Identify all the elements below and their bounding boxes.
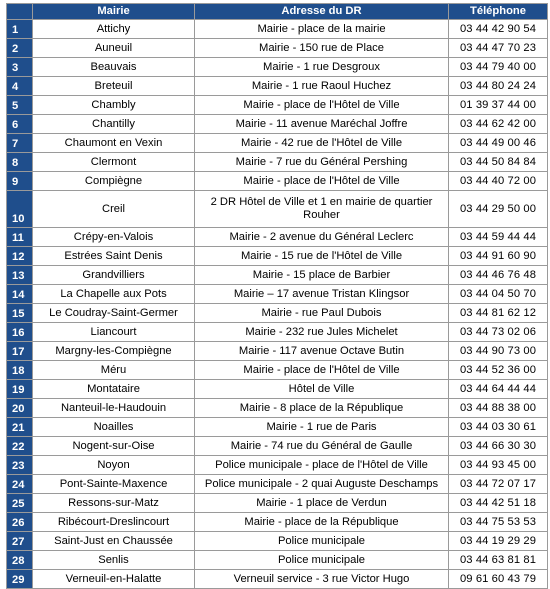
row-number: 2 [7, 39, 33, 58]
table-row [7, 191, 548, 228]
telephone-cell: 03 44 42 90 54 [449, 20, 548, 39]
mairie-cell: Le Coudray-Saint-Germer [33, 304, 195, 323]
mairie-cell: Méru [33, 361, 195, 380]
adresse-cell: Mairie - rue Paul Dubois [195, 304, 449, 323]
adresse-cell: Police municipale - 2 quai Auguste Deschamps [195, 475, 449, 494]
table-row [7, 570, 548, 589]
telephone-cell: 03 44 63 81 81 [449, 551, 548, 570]
table-row [7, 437, 548, 456]
adresse-cell: Mairie - 150 rue de Place [195, 39, 449, 58]
telephone-cell: 03 44 50 84 84 [449, 153, 548, 172]
telephone-cell: 03 44 40 72 00 [449, 172, 548, 191]
row-number: 6 [7, 115, 33, 134]
telephone-cell: 03 44 91 60 90 [449, 247, 548, 266]
table-row [7, 20, 548, 39]
telephone-cell: 03 44 19 29 29 [449, 532, 548, 551]
row-number: 26 [7, 513, 33, 532]
telephone-cell: 03 44 73 02 06 [449, 323, 548, 342]
telephone-cell: 03 44 42 51 18 [449, 494, 548, 513]
row-number: 21 [7, 418, 33, 437]
telephone-cell: 03 44 46 76 48 [449, 266, 548, 285]
mairie-cell: Compiègne [33, 172, 195, 191]
mairie-cell: Estrées Saint Denis [33, 247, 195, 266]
dr-locations-table [6, 3, 548, 589]
table-row [7, 39, 548, 58]
adresse-cell: Mairie - 1 rue de Paris [195, 418, 449, 437]
mairie-cell: Senlis [33, 551, 195, 570]
adresse-cell: Police municipale - place de l'Hôtel de Ville [195, 456, 449, 475]
header-row [7, 4, 548, 20]
mairie-cell: Breteuil [33, 77, 195, 96]
telephone-cell: 03 44 52 36 00 [449, 361, 548, 380]
table-row [7, 475, 548, 494]
table-body [7, 20, 548, 589]
telephone-cell: 09 61 60 43 79 [449, 570, 548, 589]
table-row [7, 304, 548, 323]
mairie-cell: Creil [33, 191, 195, 228]
telephone-cell: 03 44 88 38 00 [449, 399, 548, 418]
row-number: 10 [7, 191, 33, 228]
mairie-cell: Crépy-en-Valois [33, 228, 195, 247]
header-number [7, 4, 33, 20]
telephone-cell: 03 44 59 44 44 [449, 228, 548, 247]
telephone-cell: 03 44 75 53 53 [449, 513, 548, 532]
mairie-cell: Beauvais [33, 58, 195, 77]
table-row [7, 228, 548, 247]
telephone-cell: 03 44 66 30 30 [449, 437, 548, 456]
adresse-cell: Mairie - 2 avenue du Général Leclerc [195, 228, 449, 247]
row-number: 23 [7, 456, 33, 475]
adresse-cell: Mairie - 74 rue du Général de Gaulle [195, 437, 449, 456]
row-number: 17 [7, 342, 33, 361]
adresse-cell: Mairie - 117 avenue Octave Butin [195, 342, 449, 361]
adresse-cell: 2 DR Hôtel de Ville et 1 en mairie de quartier Rouher [195, 191, 449, 228]
mairie-cell: Chantilly [33, 115, 195, 134]
header-adresse: Adresse du DR [195, 4, 449, 20]
telephone-cell: 03 44 49 00 46 [449, 134, 548, 153]
telephone-cell: 03 44 90 73 00 [449, 342, 548, 361]
mairie-cell: Auneuil [33, 39, 195, 58]
mairie-cell: La Chapelle aux Pots [33, 285, 195, 304]
adresse-cell: Police municipale [195, 551, 449, 570]
adresse-cell: Mairie - place de l'Hôtel de Ville [195, 96, 449, 115]
row-number: 8 [7, 153, 33, 172]
row-number: 14 [7, 285, 33, 304]
row-number: 5 [7, 96, 33, 115]
mairie-cell: Noailles [33, 418, 195, 437]
row-number: 22 [7, 437, 33, 456]
telephone-cell: 03 44 80 24 24 [449, 77, 548, 96]
mairie-cell: Attichy [33, 20, 195, 39]
telephone-cell: 03 44 47 70 23 [449, 39, 548, 58]
row-number: 28 [7, 551, 33, 570]
mairie-cell: Grandvilliers [33, 266, 195, 285]
mairie-cell: Nogent-sur-Oise [33, 437, 195, 456]
table-row [7, 172, 548, 191]
table-row [7, 361, 548, 380]
mairie-cell: Nanteuil-le-Haudouin [33, 399, 195, 418]
adresse-cell: Mairie - place de l'Hôtel de Ville [195, 172, 449, 191]
table-row [7, 380, 548, 399]
telephone-cell: 03 44 64 44 44 [449, 380, 548, 399]
table-row [7, 134, 548, 153]
row-number: 25 [7, 494, 33, 513]
table-row [7, 513, 548, 532]
adresse-cell: Mairie - place de la mairie [195, 20, 449, 39]
mairie-cell: Margny-les-Compiègne [33, 342, 195, 361]
telephone-cell: 03 44 72 07 17 [449, 475, 548, 494]
row-number: 9 [7, 172, 33, 191]
adresse-cell: Mairie - 15 place de Barbier [195, 266, 449, 285]
adresse-cell: Mairie – 17 avenue Tristan Klingsor [195, 285, 449, 304]
mairie-cell: Chaumont en Vexin [33, 134, 195, 153]
adresse-cell: Mairie - 11 avenue Maréchal Joffre [195, 115, 449, 134]
mairie-cell: Liancourt [33, 323, 195, 342]
row-number: 1 [7, 20, 33, 39]
mairie-cell: Noyon [33, 456, 195, 475]
table-row [7, 551, 548, 570]
row-number: 3 [7, 58, 33, 77]
telephone-cell: 03 44 93 45 00 [449, 456, 548, 475]
telephone-cell: 03 44 29 50 00 [449, 191, 548, 228]
table-row [7, 266, 548, 285]
mairie-cell: Clermont [33, 153, 195, 172]
table-row [7, 456, 548, 475]
adresse-cell: Mairie - place de l'Hôtel de Ville [195, 361, 449, 380]
telephone-cell: 03 44 62 42 00 [449, 115, 548, 134]
telephone-cell: 03 44 79 40 00 [449, 58, 548, 77]
table-row [7, 153, 548, 172]
adresse-cell: Mairie - 1 rue Raoul Huchez [195, 77, 449, 96]
table-row [7, 418, 548, 437]
table-row [7, 285, 548, 304]
header-telephone: Téléphone [449, 4, 548, 20]
mairie-cell: Montataire [33, 380, 195, 399]
table-row [7, 247, 548, 266]
adresse-cell: Police municipale [195, 532, 449, 551]
table-row [7, 399, 548, 418]
adresse-cell: Mairie - 1 place de Verdun [195, 494, 449, 513]
mairie-cell: Chambly [33, 96, 195, 115]
adresse-cell: Hôtel de Ville [195, 380, 449, 399]
row-number: 7 [7, 134, 33, 153]
table-row [7, 494, 548, 513]
table-row [7, 342, 548, 361]
adresse-cell: Verneuil service - 3 rue Victor Hugo [195, 570, 449, 589]
table-row [7, 323, 548, 342]
row-number: 19 [7, 380, 33, 399]
row-number: 16 [7, 323, 33, 342]
row-number: 4 [7, 77, 33, 96]
row-number: 11 [7, 228, 33, 247]
telephone-cell: 03 44 04 50 70 [449, 285, 548, 304]
mairie-cell: Saint-Just en Chaussée [33, 532, 195, 551]
mairie-cell: Pont-Sainte-Maxence [33, 475, 195, 494]
row-number: 29 [7, 570, 33, 589]
telephone-cell: 03 44 81 62 12 [449, 304, 548, 323]
adresse-cell: Mairie - 8 place de la République [195, 399, 449, 418]
row-number: 18 [7, 361, 33, 380]
mairie-cell: Ribécourt-Dreslincourt [33, 513, 195, 532]
row-number: 15 [7, 304, 33, 323]
row-number: 27 [7, 532, 33, 551]
table-row [7, 532, 548, 551]
table-row [7, 77, 548, 96]
row-number: 13 [7, 266, 33, 285]
table-row [7, 115, 548, 134]
adresse-cell: Mairie - 232 rue Jules Michelet [195, 323, 449, 342]
table-row [7, 96, 548, 115]
adresse-cell: Mairie - 42 rue de l'Hôtel de Ville [195, 134, 449, 153]
adresse-cell: Mairie - 1 rue Desgroux [195, 58, 449, 77]
row-number: 20 [7, 399, 33, 418]
adresse-cell: Mairie - 15 rue de l'Hôtel de Ville [195, 247, 449, 266]
adresse-cell: Mairie - place de la République [195, 513, 449, 532]
adresse-cell: Mairie - 7 rue du Général Pershing [195, 153, 449, 172]
mairie-cell: Verneuil-en-Halatte [33, 570, 195, 589]
row-number: 24 [7, 475, 33, 494]
header-mairie: Mairie [33, 4, 195, 20]
row-number: 12 [7, 247, 33, 266]
table-row [7, 58, 548, 77]
telephone-cell: 01 39 37 44 00 [449, 96, 548, 115]
mairie-cell: Ressons-sur-Matz [33, 494, 195, 513]
telephone-cell: 03 44 03 30 61 [449, 418, 548, 437]
